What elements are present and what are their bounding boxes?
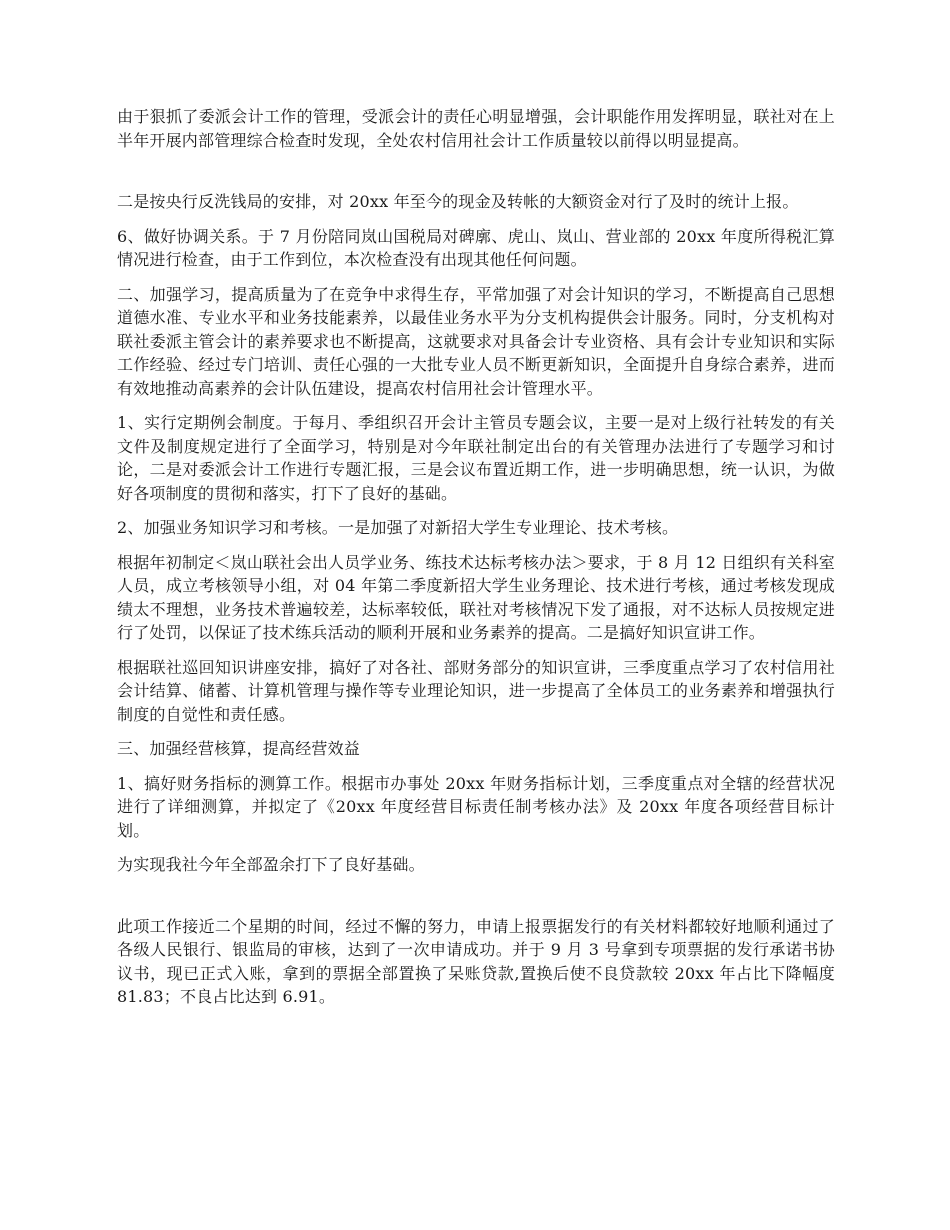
paragraph-12: 此项工作接近二个星期的时间，经过不懈的努力，申请上报票据发行的有关材料都较好地顺利通过了各级人民银行、银监局的审核，达到了一次申请成功。并于 9 月 3 号拿到专项票据的发行承诺书协议书，现已正式入账，拿到的票据全部置换了呆账贷款,置换后使不良贷款较 20xx 年占比下降幅度 81.83；不良占比达到 6.91。	[117, 916, 835, 1006]
paragraph-6: 2、加强业务知识学习和考核。一是加强了对新招大学生专业理论、技术考核。	[117, 518, 679, 537]
paragraph-8: 根据联社巡回知识讲座安排，搞好了对各社、部财务部分的知识宣讲，三季度重点学习了农村信用社会计结算、储蓄、计算机管理与操作等专业理论知识，进一步提高了全体员工的业务素养和增强执行制度的自觉性和责任感。	[117, 657, 835, 724]
paragraph-2: 二是按央行反洗钱局的安排，对 20xx 年至今的现金及转帐的大额资金对行了及时的统计上报。	[117, 192, 799, 211]
paragraph-3: 6、做好协调关系。于 7 月份陪同岚山国税局对碑廓、虎山、岚山、营业部的 20xx 年度所得税汇算情况进行检查，由于工作到位，本次检查没有出现其他任何问题。	[117, 226, 835, 269]
paragraph-4: 二、加强学习，提高质量为了在竞争中求得生存，平常加强了对会计知识的学习，不断提高自己思想道德水准、专业水平和业务技能素养，以最佳业务水平为分支机构提供会计服务。同时，分支机构对联社委派主管会计的素养要求也不断提高，这就要求对具备会计专业资格、具有会计专业知识和实际工作经验、经过专门培训、责任心强的一大批专业人员不断更新知识，全面提升自身综合素养，进而有效地推动高素养的会计队伍建设，提高农村信用社会计管理水平。	[117, 284, 835, 398]
paragraph-10: 1、搞好财务指标的测算工作。根据市办事处 20xx 年财务指标计划，三季度重点对全辖的经营状况进行了详细测算，并拟定了《20xx 年度经营目标责任制考核办法》及 20xx 年度各项经营目标计划。	[117, 773, 835, 840]
document-body	[117, 105, 835, 1020]
paragraph-5: 1、实行定期例会制度。于每月、季组织召开会计主管员专题会议，主要一是对上级行社转发的有关文件及制度规定进行了全面学习，特别是对今年联社制定出台的有关管理办法进行了专题学习和讨论，二是对委派会计工作进行专题汇报，三是会议布置近期工作，进一步明确思想，统一认识，为做好各项制度的贯彻和落实，打下了良好的基础。	[117, 413, 835, 503]
paragraph-1: 由于狠抓了委派会计工作的管理，受派会计的责任心明显增强，会计职能作用发挥明显，联社对在上半年开展内部管理综合检查时发现，全处农村信用社会计工作质量较以前得以明显提高。	[117, 107, 835, 150]
paragraph-7: 根据年初制定＜岚山联社会出人员学业务、练技术达标考核办法＞要求，于 8 月 12 日组织有关科室人员，成立考核领导小组，对 04 年第二季度新招大学生业务理论、技术进行考核，通过考核发现成绩太不理想，业务技术普遍较差，达标率较低，联社对考核情况下发了通报，对不达标人员按规定进行了处罚，以保证了技术练兵活动的顺利开展和业务素养的提高。二是搞好知识宣讲工作。	[117, 552, 835, 642]
paragraph-11: 为实现我社今年全部盈余打下了良好基础。	[117, 855, 425, 874]
section-heading: 三、加强经营核算，提高经营效益	[117, 739, 361, 758]
